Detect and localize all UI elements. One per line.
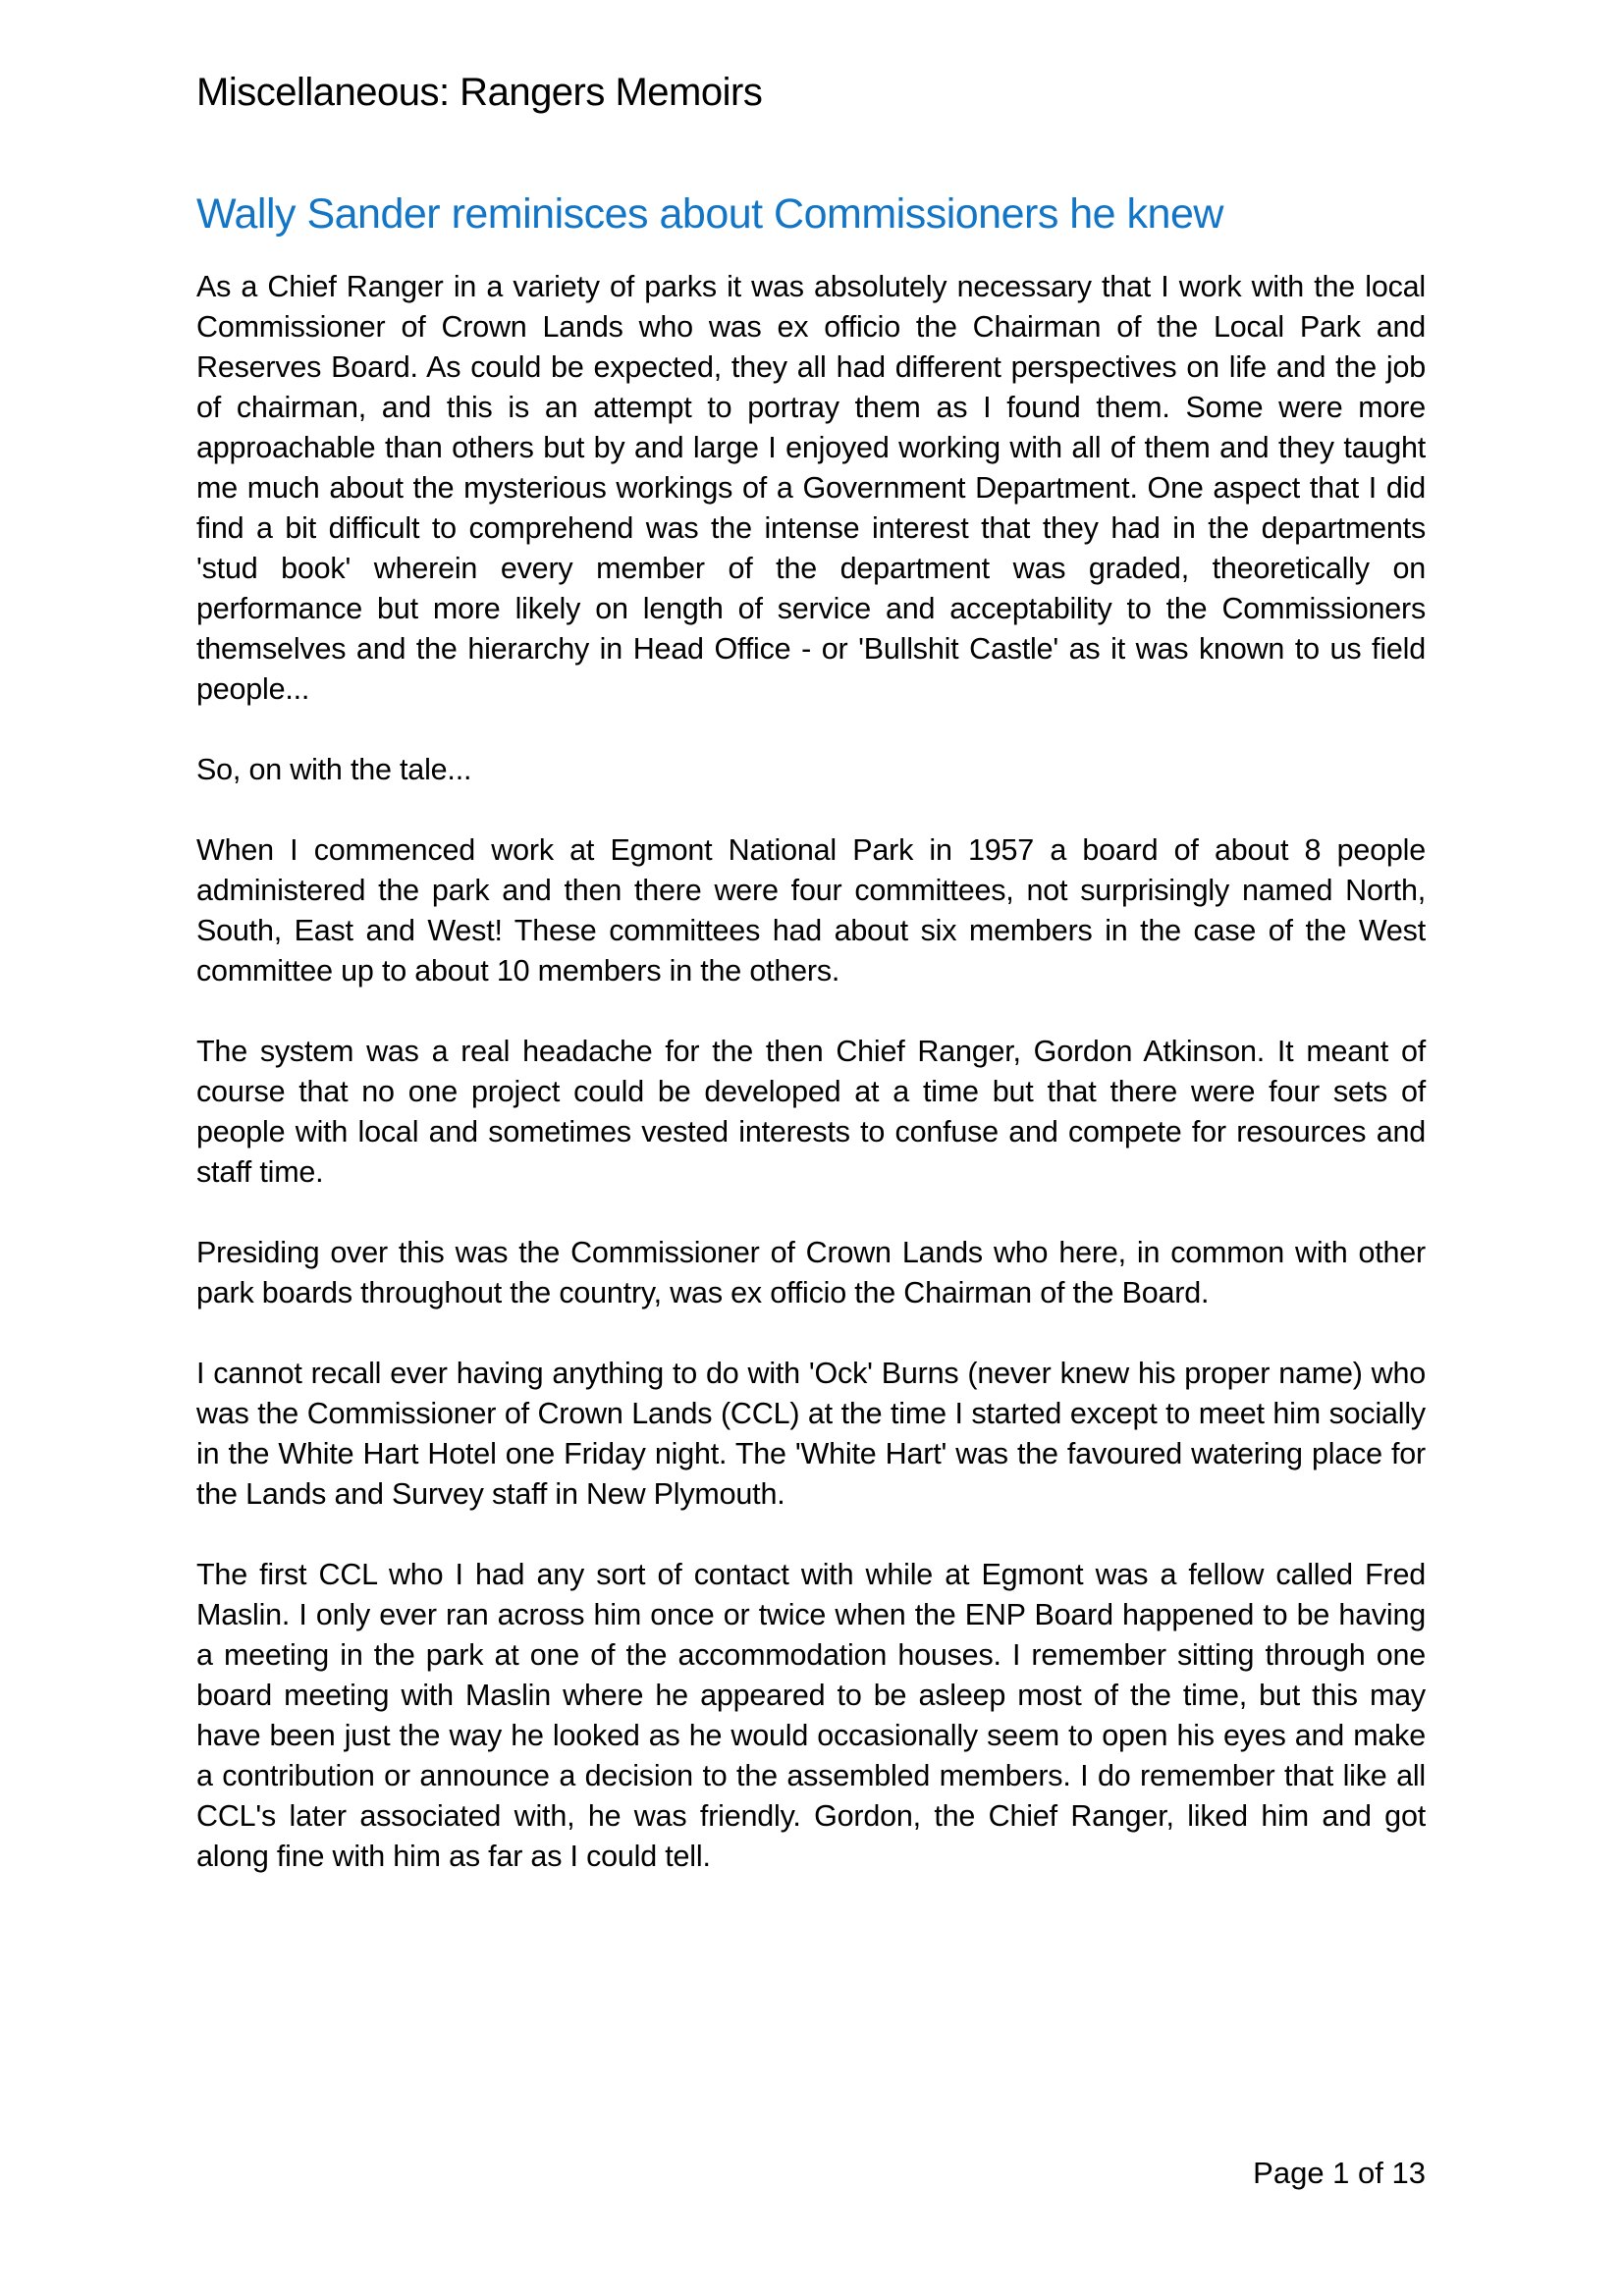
paragraph: Presiding over this was the Commissioner of Crown Lands who here, in common with other park boards throughout the country, was ex officio the Chairman of the Board. [196, 1236, 1426, 1309]
document-title: Miscellaneous: Rangers Memoirs [196, 71, 763, 114]
paragraph: The system was a real headache for the then Chief Ranger, Gordon Atkinson. It meant of course that no one project could be developed at a time but that there were four sets of people with local and sometimes vested interests to confuse and compete for resources and staff time. [196, 1035, 1426, 1189]
paragraph: So, on with the tale... [196, 753, 472, 786]
paragraph: The first CCL who I had any sort of contact with while at Egmont was a fellow called Fred Maslin. I only ever ran across him once or twice when the ENP Board happened to be having a meeting in the park at one of the accommodation houses. I remember sitting through one board meeting with Maslin where he appeared to be asleep most of the time, but this may have been just the way he looked as he would occasionally seem to open his eyes and make a contribution or announce a decision to the assembled members. I do remember that like all CCL's later associated with, he was friendly. Gordon, the Chief Ranger, liked him and got along fine with him as far as I could tell. [196, 1558, 1426, 1873]
section-heading: Wally Sander reminisces about Commissioners he knew [196, 190, 1223, 238]
paragraph: I cannot recall ever having anything to do with 'Ock' Burns (never knew his proper name) who was the Commissioner of Crown Lands (CCL) at the time I started except to meet him socially in the White Hart Hotel one Friday night. The 'White Hart' was the favoured watering place for the Lands and Survey staff in New Plymouth. [196, 1357, 1426, 1511]
document-body [196, 267, 1426, 1917]
page-number: Page 1 of 13 [1253, 2156, 1426, 2190]
paragraph: As a Chief Ranger in a variety of parks it was absolutely necessary that I work with the local Commissioner of Crown Lands who was ex officio the Chairman of the Local Park and Reserves Board. As could be expected, they all had different perspectives on life and the job of chairman, and this is an attempt to portray them as I found them. Some were more approachable than others but by and large I enjoyed working with all of them and they taught me much about the mysterious workings of a Government Department. One aspect that I did find a bit difficult to comprehend was the intense interest that they had in the departments 'stud book' wherein every member of the department was graded, theoretically on performance but more likely on length of service and acceptability to the Commissioners themselves and the hierarchy in Head Office - or 'Bullshit Castle' as it was known to us field people... [196, 270, 1426, 706]
paragraph: When I commenced work at Egmont National Park in 1957 a board of about 8 people administered the park and then there were four committees, not surprisingly named North, South, East and West! These committees had about six members in the case of the West committee up to about 10 members in the others. [196, 833, 1426, 988]
